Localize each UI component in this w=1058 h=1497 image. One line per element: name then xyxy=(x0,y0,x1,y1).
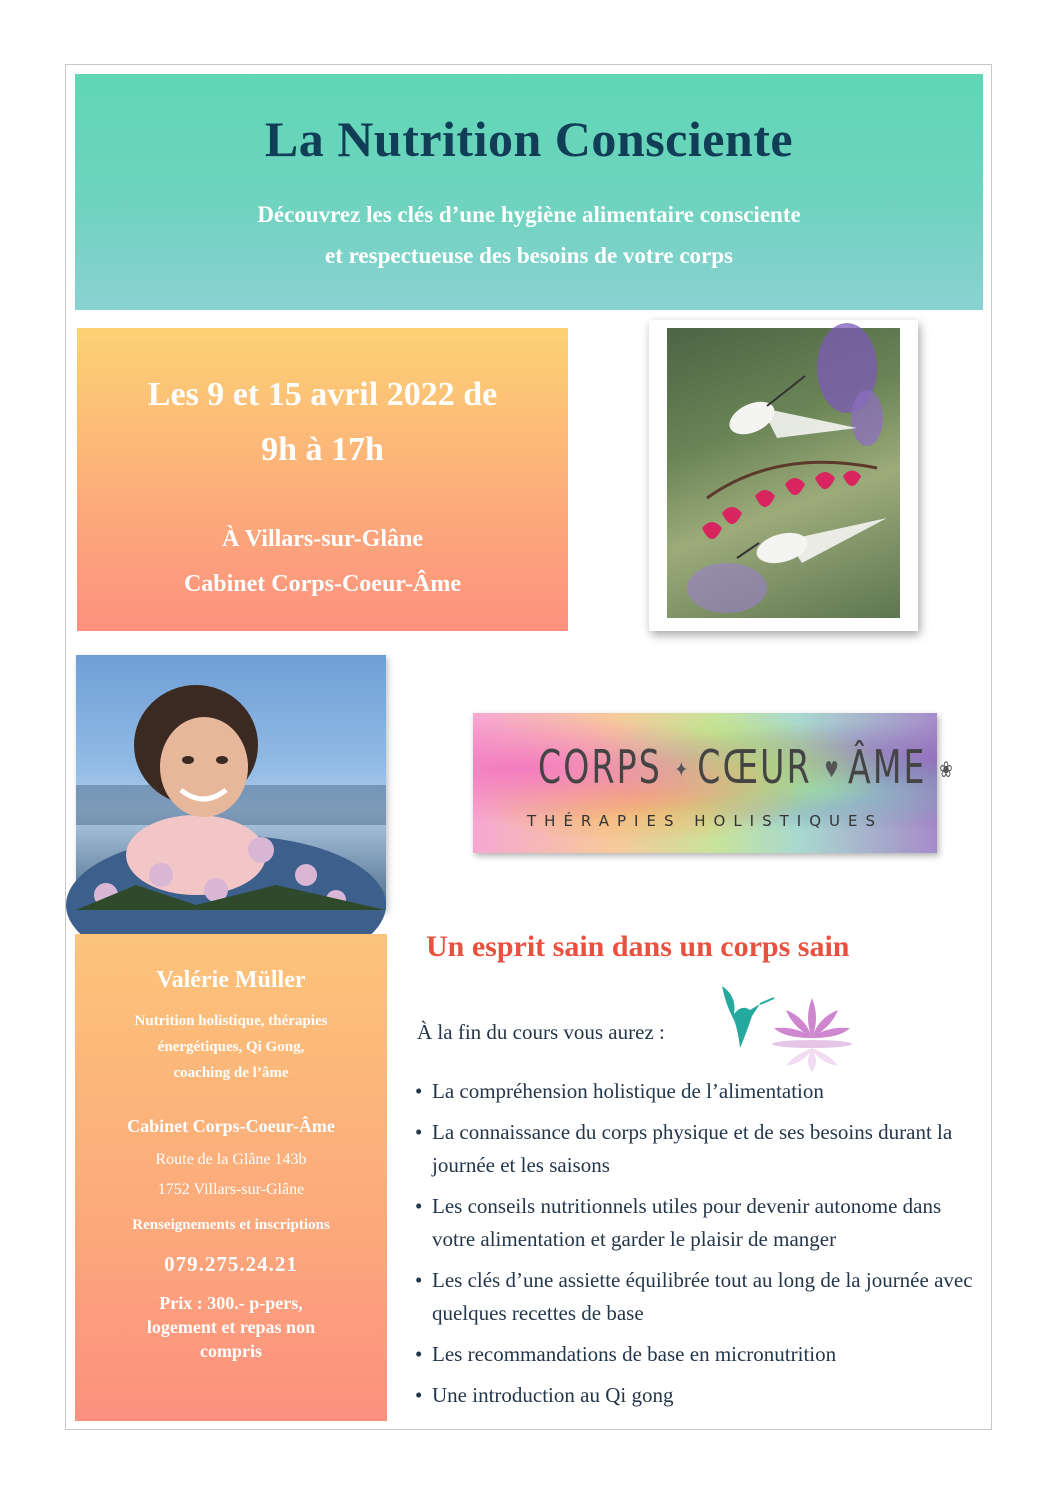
portrait-photo xyxy=(76,655,386,910)
bullet: • xyxy=(415,1383,423,1407)
header-banner xyxy=(75,74,983,310)
hummingbird-lotus-icon xyxy=(712,974,864,1074)
hummingbird-illustration xyxy=(667,328,900,618)
benefit-text: Les clés d’une assiette équilibrée tout au long de la journée avec quelques recettes de base xyxy=(432,1268,973,1325)
list-item xyxy=(415,1379,987,1412)
logo-word-coeur: CŒUR xyxy=(697,740,812,794)
heart-icon: ♥ xyxy=(824,758,848,783)
list-item xyxy=(415,1264,987,1330)
subtitle-line-2: et respectueuse des besoins de votre corps xyxy=(325,243,733,268)
benefit-text: La connaissance du corps physique et de ses besoins durant la journée et les saisons xyxy=(432,1120,953,1177)
price-info xyxy=(75,1291,387,1363)
contact-box xyxy=(75,934,387,1421)
event-date-box xyxy=(77,328,568,631)
description-line-3: coaching de l’âme xyxy=(173,1065,289,1081)
bullet: • xyxy=(415,1120,423,1144)
course-intro: À la fin du cours vous aurez : xyxy=(417,1020,665,1044)
address xyxy=(75,1145,387,1205)
list-item xyxy=(415,1116,987,1182)
event-date: Les 9 et 15 avril 2022 de xyxy=(147,376,498,413)
list-item xyxy=(415,1190,987,1256)
price-line-2: logement et repas non xyxy=(146,1317,316,1337)
bullet: • xyxy=(415,1079,423,1103)
logo-word-ame: ÂME xyxy=(847,740,927,794)
description-line-2: énergétiques, Qi Gong, xyxy=(157,1039,305,1055)
benefit-text: Les recommandations de base en micronutrition xyxy=(432,1342,837,1366)
lotus-icon: ❀ xyxy=(939,758,955,783)
list-item xyxy=(415,1338,987,1371)
header-subtitle xyxy=(75,194,983,276)
hummingbird-photo xyxy=(667,328,900,618)
logo-tagline: THÉRAPIES HOLISTIQUES xyxy=(527,812,883,830)
event-location: À Villars-sur-Glâne xyxy=(221,526,424,552)
practitioner-name: Valérie Müller xyxy=(156,967,306,993)
price-line-3: compris xyxy=(200,1341,262,1361)
bullet: • xyxy=(415,1194,423,1218)
runner-icon: ✦ xyxy=(674,758,698,783)
list-item xyxy=(415,1075,987,1108)
slogan: Un esprit sain dans un corps sain xyxy=(426,930,850,963)
description-line-1: Nutrition holistique, thérapies xyxy=(134,1013,328,1029)
page-title: La Nutrition Consciente xyxy=(264,111,794,167)
benefit-text: La compréhension holistique de l’alimentation xyxy=(432,1079,824,1103)
bullet: • xyxy=(415,1268,423,1292)
address-line-2: 1752 Villars-sur-Glâne xyxy=(157,1181,305,1198)
practitioner-description xyxy=(75,1008,387,1086)
corps-coeur-ame-logo xyxy=(473,713,955,853)
benefits-list xyxy=(415,1075,987,1420)
info-label: Renseignements et inscriptions xyxy=(132,1217,330,1233)
bullet: • xyxy=(415,1342,423,1366)
logo-word-corps: CORPS xyxy=(537,740,662,794)
phone-number: 079.275.24.21 xyxy=(164,1252,298,1276)
event-venue: Cabinet Corps-Coeur-Âme xyxy=(183,571,462,597)
address-line-1: Route de la Glâne 143b xyxy=(155,1151,307,1168)
cabinet-name: Cabinet Corps-Coeur-Âme xyxy=(127,1116,335,1136)
portrait-illustration xyxy=(76,655,386,910)
hummingbird-photo-frame xyxy=(649,320,918,631)
logo-wordmark xyxy=(537,740,955,794)
benefit-text: Les conseils nutritionnels utiles pour devenir autonome dans votre alimentation et garder le plaisir de manger xyxy=(432,1194,942,1251)
event-hours: 9h à 17h xyxy=(261,431,384,468)
subtitle-line-1: Découvrez les clés d’une hygiène alimentaire consciente xyxy=(257,202,801,227)
price-line-1: Prix : 300.- p-pers, xyxy=(159,1293,303,1313)
benefit-text: Une introduction au Qi gong xyxy=(432,1383,674,1407)
